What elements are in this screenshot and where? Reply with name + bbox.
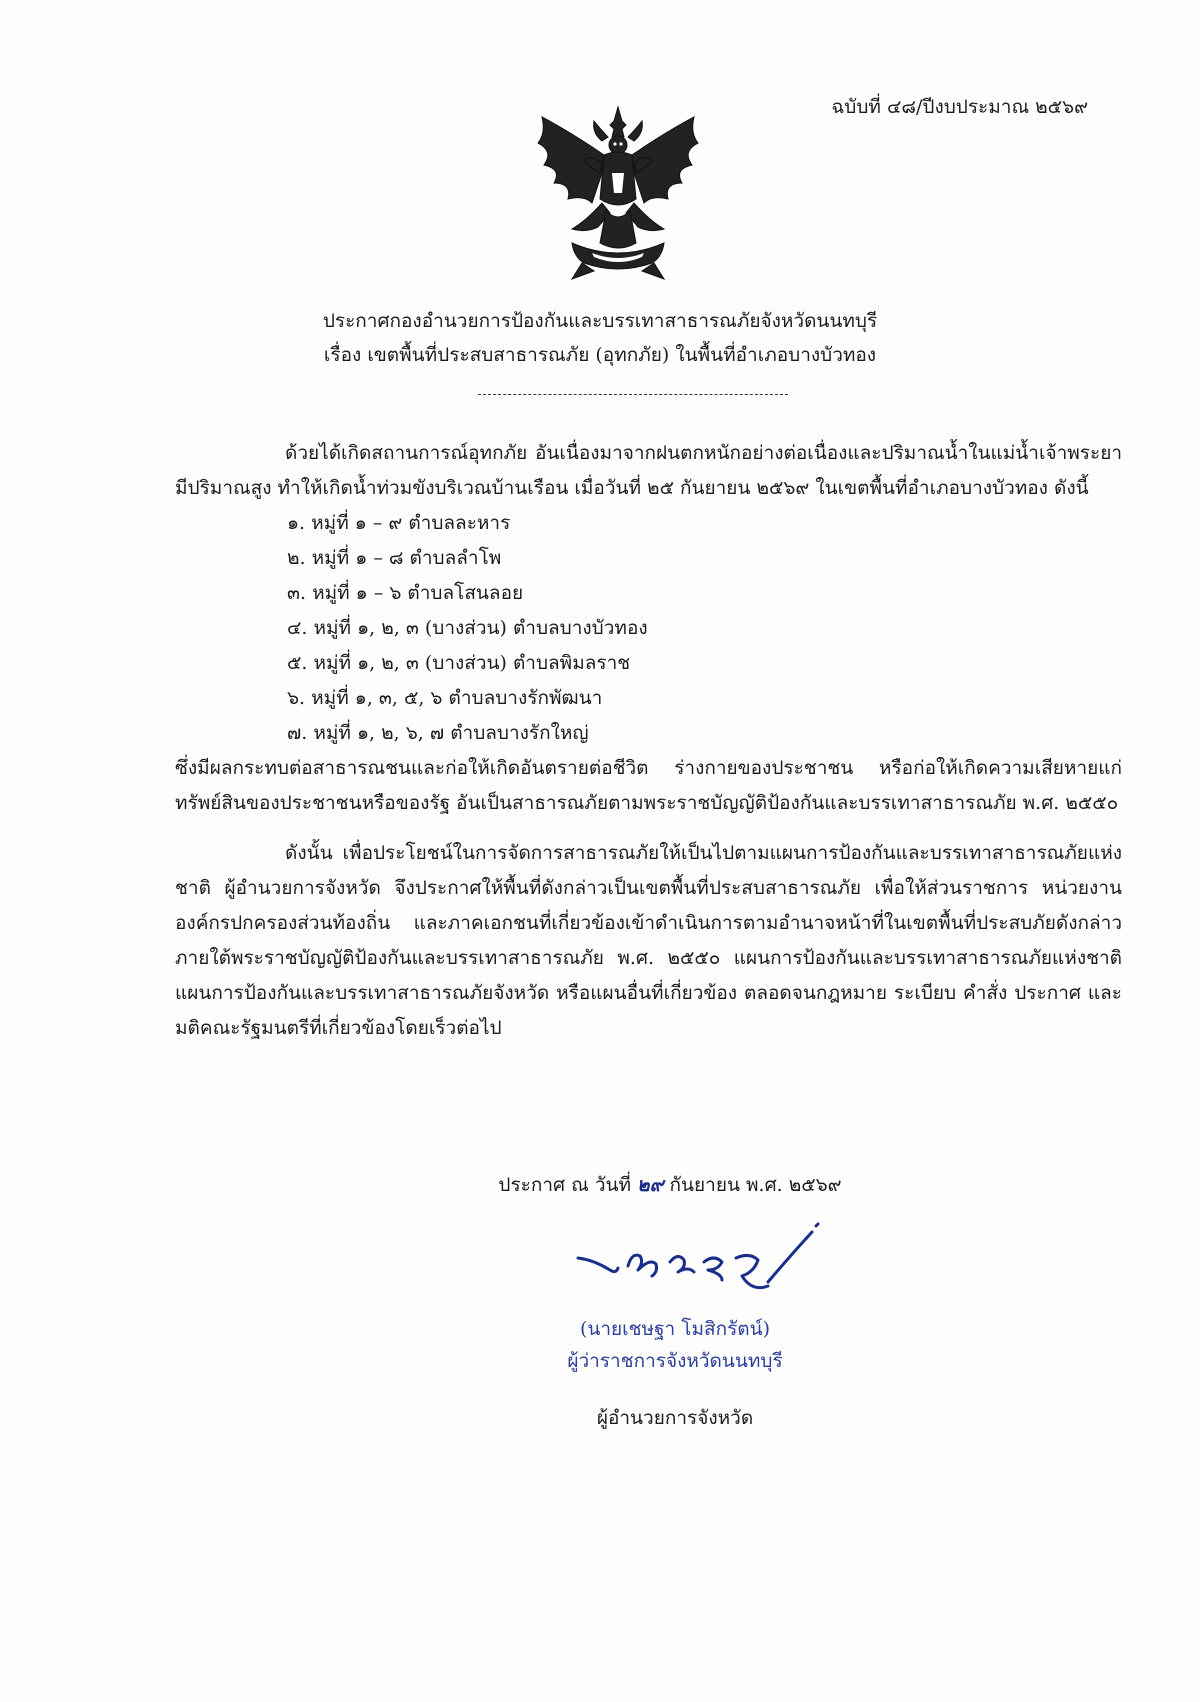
handwritten-signature <box>572 1222 842 1312</box>
declaration-paragraph: ดังนั้น เพื่อประโยชน์ในการจัดการสาธารณภัยให้เป็นไปตามแผนการป้องกันและบรรเทาสาธารณภัยแห่งชาติ ผู้อำนวยการจังหวัด จึงประกาศให้พื้นที่ดังกล่าวเป็นเขตพื้นที่ประสบสาธารณภัย เพื่อให้ส่วนราชการ หน่วยงาน องค์กรปกครองส่วนท้องถิ่น และภาคเอกชนที่เกี่ยวข้องเข้าดำเนินการตามอำนาจหน้าที่ในเขตพื้นที่ประสบภัยดังกล่าว ภายใต้พระราชบัญญัติป้องกันและบรรเทาสาธารณภัย พ.ศ. ๒๕๕๐ แผนการป้องกันและบรรเทาสาธารณภัยแห่งชาติ แผนการป้องกันและบรรเทาสาธารณภัยจังหวัด หรือแผนอื่นที่เกี่ยวข้อง ตลอดจนกฎหมาย ระเบียบ คำสั่ง ประกาศ และมติคณะรัฐมนตรีที่เกี่ยวข้องโดยเร็วต่อไป <box>175 842 1122 1039</box>
document-body <box>175 436 1122 1046</box>
signer-name: (นายเชษฐา โมสิกรัตน์) <box>579 1318 771 1340</box>
announcement-date-prefix: ประกาศ ณ วันที่ <box>498 1174 631 1196</box>
impact-paragraph: ซึ่งมีผลกระทบต่อสาธารณชนและก่อให้เกิดอันตรายต่อชีวิต ร่างกายของประชาชน หรือก่อให้เกิดความเสียหายแก่ทรัพย์สินของประชาชนหรือของรัฐ อันเป็นสาธารณภัยตามพระราชบัญญัติป้องกันและบรรเทาสาธารณภัย พ.ศ. ๒๕๕๐ <box>175 757 1122 814</box>
signer-role: ผู้อำนวยการจังหวัด <box>596 1407 754 1429</box>
signer-position: ผู้ว่าราชการจังหวัดนนทบุรี <box>567 1350 783 1372</box>
title-line-subject: เรื่อง เขตพื้นที่ประสบสาธารณภัย (อุทกภัย) ในพื้นที่อำเภอบางบัวทอง <box>323 344 877 366</box>
title-divider <box>478 394 788 395</box>
list-item: ๕. หมู่ที่ ๑, ๒, ๓ (บางส่วน) ตำบลพิมลราช <box>287 652 631 674</box>
paragraph-spacer <box>175 821 1122 836</box>
list-item: ๑. หมู่ที่ ๑ – ๙ ตำบลละหาร <box>287 512 511 534</box>
document-number: ฉบับที่ ๔๘/ปีงบประมาณ ๒๕๖๙ <box>831 96 1088 118</box>
announcement-date <box>0 1170 1200 1200</box>
intro-paragraph: ด้วยได้เกิดสถานการณ์อุทกภัย อันเนื่องมาจากฝนตกหนักอย่างต่อเนื่องและปริมาณน้ำในแม่น้ำเจ้าพระยามีปริมาณสูง ทำให้เกิดน้ำท่วมขังบริเวณบ้านเรือน เมื่อวันที่ ๒๕ กันยายน ๒๕๖๙ ในเขตพื้นที่อำเภอบางบัวทอง ดังนี้ <box>175 442 1122 499</box>
list-item: ๓. หมู่ที่ ๑ – ๖ ตำบลโสนลอย <box>287 582 524 604</box>
list-item: ๖. หมู่ที่ ๑, ๓, ๕, ๖ ตำบลบางรักพัฒนา <box>287 687 603 709</box>
list-item: ๒. หมู่ที่ ๑ – ๘ ตำบลลำโพ <box>287 547 502 569</box>
announcement-day: ๒๙ <box>637 1174 664 1196</box>
affected-areas-list <box>175 506 1122 751</box>
announcement-date-suffix: กันยายน พ.ศ. ๒๕๖๙ <box>669 1174 842 1196</box>
list-item: ๗. หมู่ที่ ๑, ๒, ๖, ๗ ตำบลบางรักใหญ่ <box>287 722 589 744</box>
garuda-emblem-icon <box>532 103 704 281</box>
announcement-title <box>0 304 1200 372</box>
title-line-agency: ประกาศกองอำนวยการป้องกันและบรรเทาสาธารณภัยจังหวัดนนทบุรี <box>322 310 878 332</box>
list-item: ๔. หมู่ที่ ๑, ๒, ๓ (บางส่วน) ตำบลบางบัวทอง <box>287 617 648 639</box>
